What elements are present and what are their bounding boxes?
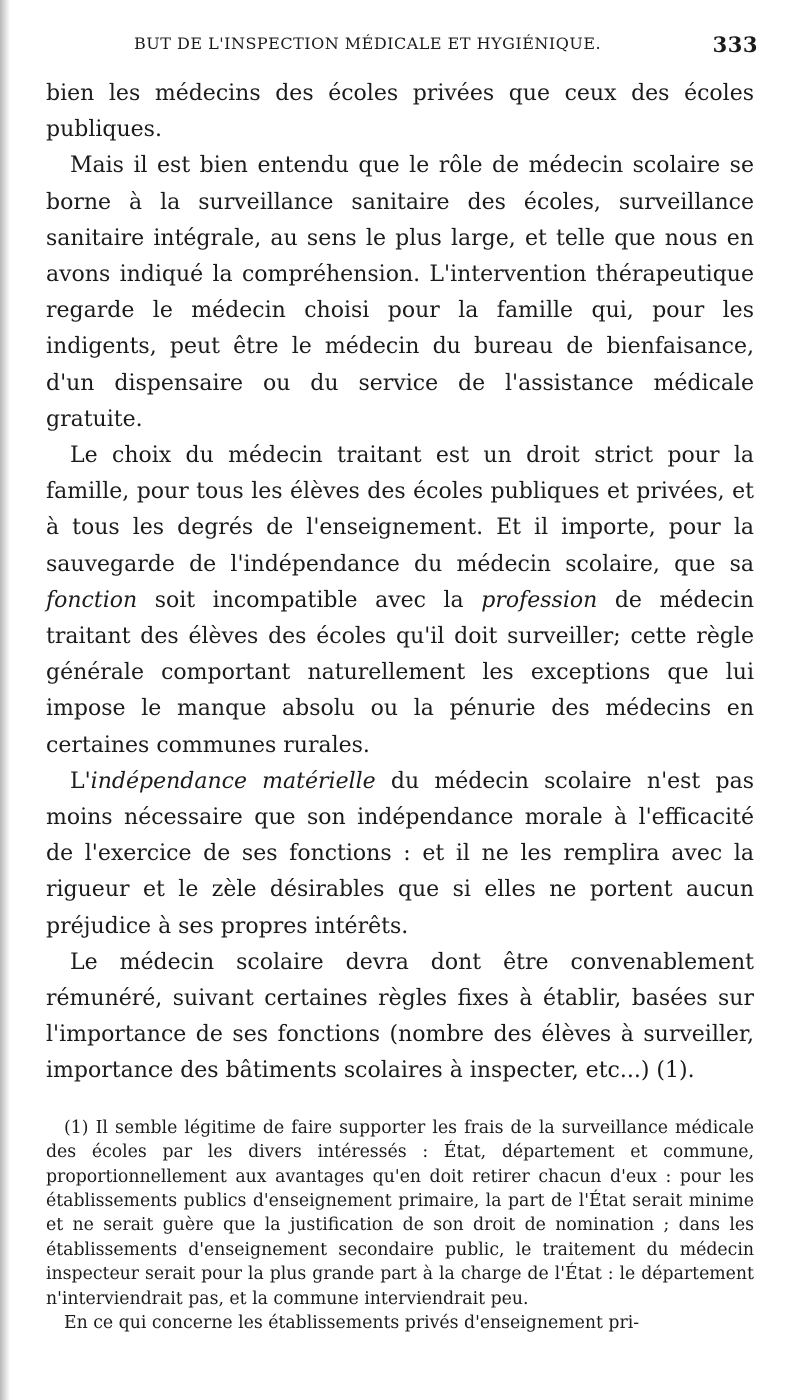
paragraph-4	[46, 764, 754, 945]
binding-shadow	[0, 0, 10, 1400]
footnote-1: (1) Il semble légitime de faire supporter les frais de la surveillance médicale des écoles par les divers intéressés : État, département et commune, proportionnellement aux avantages qu'en doit retirer chacun d'eux : pour les établissements publics d'enseignement primaire, la part de l'État serait minime et ne serait guère que la justification de son droit de nomination ; dans les établissements d'enseignement secondaire public, le traitement du médecin inspecteur serait pour la plus grande part à la charge de l'État : le département n'interviendrait pas, et la commune interviendrait peu.	[46, 1117, 754, 1309]
paragraph-3-text-a: Le choix du médecin traitant est un droit strict pour la famille, pour tous les élèves des écoles publiques et privées, et à tous les degrés de l'enseignement. Et il importe, pour la sauvegarde de l'indépendance du médecin scolaire, que sa	[46, 443, 754, 577]
italic-independance: indépendance matérielle	[90, 768, 376, 794]
footnotes	[46, 1116, 754, 1336]
paragraph-4-text-b: du médecin scolaire n'est pas moins nécessaire que son indépendance morale à l'efficacité de l'exercice de ses fonctions : et il ne les remplira avec la rigueur et le zèle désirables que si elles ne portent aucun préjudice à ses propres intérêts.	[46, 768, 754, 939]
footnote-continuation: En ce qui concerne les établissements privés d'enseignement pri-	[64, 1312, 640, 1333]
page-number: 333	[712, 32, 758, 57]
main-text	[46, 76, 754, 1090]
paragraph-3-text-b: soit incompatible avec la	[137, 587, 482, 613]
paragraph-4-text-a: L'	[70, 768, 91, 794]
italic-profession: profession	[481, 587, 598, 613]
italic-fonction: fonction	[46, 587, 138, 613]
paragraph-5: Le médecin scolaire devra dont être convenablement rémunéré, suivant certaines règles fixes à établir, basées sur l'importance de ses fonctions (nombre des élèves à surveiller, importance des bâtiments scolaires à inspecter, etc...) (1).	[46, 949, 754, 1084]
paragraph-2: Mais il est bien entendu que le rôle de médecin scolaire se borne à la surveillance sanitaire des écoles, surveillance sanitaire intégrale, au sens le plus large, et telle que nous en avons indiqué la compréhension. L'intervention thérapeutique regarde le médecin choisi pour la famille qui, pour les indigents, peut être le médecin du bureau de bienfaisance, d'un dispensaire ou du service de l'assistance médicale gratuite.	[46, 153, 754, 432]
running-header	[46, 26, 758, 66]
running-title: BUT DE L'INSPECTION MÉDICALE ET HYGIÉNIQUE.	[134, 34, 602, 53]
paragraph-1: bien les médecins des écoles privées que ceux des écoles publiques.	[46, 81, 754, 143]
paragraph-3-text-c: de médecin traitant des élèves des écoles qu'il doit surveiller; cette règle générale comportant naturellement les exceptions que lui impose le manque absolu ou la pénurie des médecins en certaines communes rurales.	[46, 587, 754, 758]
paragraph-3	[46, 438, 754, 764]
